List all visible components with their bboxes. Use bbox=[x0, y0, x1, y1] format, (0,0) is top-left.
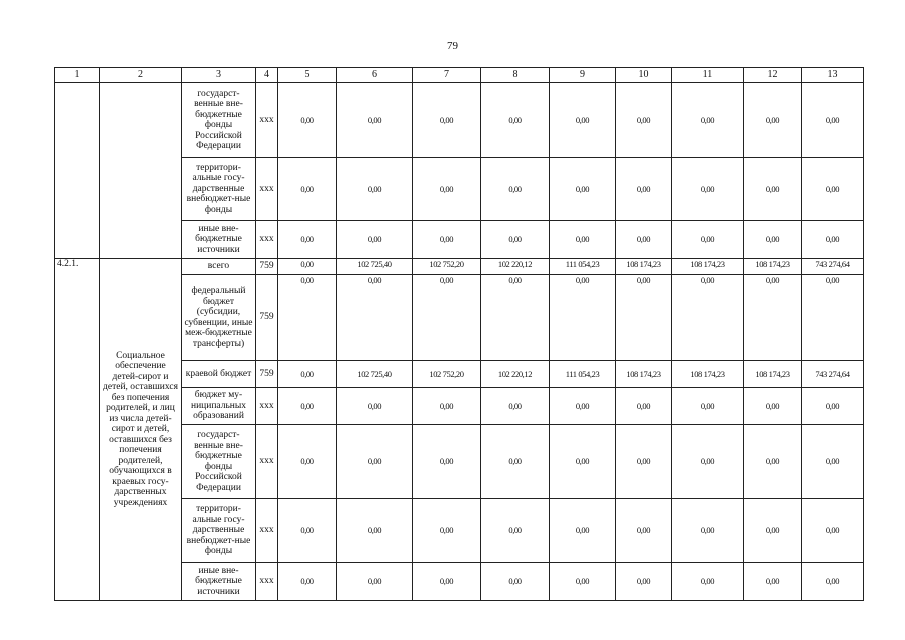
value-cell: 108 174,23 bbox=[744, 361, 802, 388]
value-cell: 0,00 bbox=[616, 158, 672, 221]
value-cell: 0,00 bbox=[550, 499, 616, 563]
header-cell: 12 bbox=[744, 68, 802, 83]
value-cell: 0,00 bbox=[550, 388, 616, 425]
value-cell: 0,00 bbox=[481, 563, 550, 601]
value-cell: 0,00 bbox=[744, 425, 802, 499]
value-cell: 108 174,23 bbox=[616, 361, 672, 388]
header-cell: 6 bbox=[337, 68, 413, 83]
value-cell: 0,00 bbox=[550, 425, 616, 499]
value-cell: 0,00 bbox=[802, 221, 864, 259]
value-cell: 0,00 bbox=[413, 221, 481, 259]
empty-cell bbox=[55, 83, 100, 259]
value-cell: 102 725,40 bbox=[337, 361, 413, 388]
value-cell: 0,00 bbox=[413, 388, 481, 425]
value-cell: 102 220,12 bbox=[481, 259, 550, 275]
header-cell: 7 bbox=[413, 68, 481, 83]
table-row bbox=[55, 259, 864, 275]
value-cell: 0,00 bbox=[744, 83, 802, 158]
code-cell: xxx bbox=[256, 563, 278, 601]
code-cell: xxx bbox=[256, 425, 278, 499]
value-cell: 0,00 bbox=[278, 499, 337, 563]
value-cell: 0,00 bbox=[744, 221, 802, 259]
value-cell: 0,00 bbox=[413, 499, 481, 563]
value-cell: 0,00 bbox=[278, 425, 337, 499]
header-cell: 8 bbox=[481, 68, 550, 83]
value-cell: 0,00 bbox=[413, 83, 481, 158]
value-cell: 0,00 bbox=[337, 83, 413, 158]
value-cell: 108 174,23 bbox=[616, 259, 672, 275]
value-cell: 0,00 bbox=[744, 158, 802, 221]
value-cell: 0,00 bbox=[337, 221, 413, 259]
header-cell: 11 bbox=[672, 68, 744, 83]
value-cell: 0,00 bbox=[802, 275, 864, 361]
funding-source: краевой бюджет bbox=[182, 361, 256, 388]
page-number: 79 bbox=[447, 40, 458, 52]
header-cell: 1 bbox=[55, 68, 100, 83]
value-cell: 0,00 bbox=[616, 275, 672, 361]
value-cell: 0,00 bbox=[672, 425, 744, 499]
value-cell: 0,00 bbox=[413, 275, 481, 361]
value-cell: 0,00 bbox=[278, 158, 337, 221]
header-cell: 9 bbox=[550, 68, 616, 83]
value-cell: 111 054,23 bbox=[550, 361, 616, 388]
code-cell: 759 bbox=[256, 361, 278, 388]
header-cell: 10 bbox=[616, 68, 672, 83]
code-cell: xxx bbox=[256, 221, 278, 259]
header-cell: 3 bbox=[182, 68, 256, 83]
value-cell: 0,00 bbox=[672, 499, 744, 563]
value-cell: 0,00 bbox=[481, 425, 550, 499]
value-cell: 0,00 bbox=[278, 361, 337, 388]
value-cell: 743 274,64 bbox=[802, 361, 864, 388]
value-cell: 0,00 bbox=[616, 83, 672, 158]
value-cell: 0,00 bbox=[616, 388, 672, 425]
value-cell: 0,00 bbox=[337, 275, 413, 361]
value-cell: 0,00 bbox=[550, 221, 616, 259]
value-cell: 0,00 bbox=[550, 158, 616, 221]
value-cell: 0,00 bbox=[616, 425, 672, 499]
value-cell: 108 174,23 bbox=[744, 259, 802, 275]
code-cell: xxx bbox=[256, 158, 278, 221]
header-cell: 2 bbox=[100, 68, 182, 83]
value-cell: 0,00 bbox=[481, 388, 550, 425]
value-cell: 0,00 bbox=[278, 275, 337, 361]
value-cell: 0,00 bbox=[337, 388, 413, 425]
value-cell: 0,00 bbox=[616, 221, 672, 259]
funding-source: федеральный бюджет (субсидии, субвенции, иные меж-бюджетные трансферты) bbox=[182, 275, 256, 361]
value-cell: 0,00 bbox=[672, 388, 744, 425]
value-cell: 0,00 bbox=[337, 499, 413, 563]
value-cell: 0,00 bbox=[337, 158, 413, 221]
funding-source: территори-альные госу-дарственные внебюджет-ные фонды bbox=[182, 499, 256, 563]
value-cell: 0,00 bbox=[672, 221, 744, 259]
value-cell: 0,00 bbox=[481, 499, 550, 563]
header-cell: 4 bbox=[256, 68, 278, 83]
funding-source: бюджет му-ниципальных образований bbox=[182, 388, 256, 425]
value-cell: 0,00 bbox=[278, 563, 337, 601]
value-cell: 0,00 bbox=[672, 275, 744, 361]
header-row bbox=[55, 68, 864, 83]
value-cell: 0,00 bbox=[672, 158, 744, 221]
funding-source: всего bbox=[182, 259, 256, 275]
value-cell: 0,00 bbox=[802, 425, 864, 499]
value-cell: 0,00 bbox=[337, 563, 413, 601]
value-cell: 102 752,20 bbox=[413, 361, 481, 388]
value-cell: 0,00 bbox=[481, 275, 550, 361]
empty-cell bbox=[100, 83, 182, 259]
item-number: 4.2.1. bbox=[55, 259, 100, 601]
value-cell: 0,00 bbox=[802, 563, 864, 601]
funding-source: иные вне-бюджетные источники bbox=[182, 563, 256, 601]
code-cell: xxx bbox=[256, 388, 278, 425]
budget-table bbox=[54, 67, 864, 601]
value-cell: 0,00 bbox=[278, 259, 337, 275]
value-cell: 111 054,23 bbox=[550, 259, 616, 275]
value-cell: 0,00 bbox=[550, 275, 616, 361]
value-cell: 0,00 bbox=[802, 499, 864, 563]
value-cell: 0,00 bbox=[550, 83, 616, 158]
value-cell: 0,00 bbox=[278, 221, 337, 259]
header-cell: 13 bbox=[802, 68, 864, 83]
value-cell: 0,00 bbox=[481, 83, 550, 158]
code-cell: xxx bbox=[256, 499, 278, 563]
value-cell: 743 274,64 bbox=[802, 259, 864, 275]
code-cell: 759 bbox=[256, 275, 278, 361]
funding-source: иные вне-бюджетные источники bbox=[182, 221, 256, 259]
value-cell: 0,00 bbox=[278, 83, 337, 158]
value-cell: 0,00 bbox=[413, 425, 481, 499]
value-cell: 0,00 bbox=[802, 83, 864, 158]
header-cell: 5 bbox=[278, 68, 337, 83]
value-cell: 0,00 bbox=[744, 388, 802, 425]
value-cell: 0,00 bbox=[616, 563, 672, 601]
value-cell: 108 174,23 bbox=[672, 259, 744, 275]
value-cell: 0,00 bbox=[481, 158, 550, 221]
value-cell: 0,00 bbox=[802, 158, 864, 221]
value-cell: 0,00 bbox=[744, 563, 802, 601]
item-name: Социальное обеспечение детей-сирот и детей, оставшихся без попечения родителей, и лиц из числа детей-сирот и детей, оставшихся без попечения родителей, обучающихся в краевых госу-дарственных учреждениях bbox=[100, 259, 182, 601]
value-cell: 0,00 bbox=[278, 388, 337, 425]
value-cell: 102 725,40 bbox=[337, 259, 413, 275]
value-cell: 0,00 bbox=[802, 388, 864, 425]
table-row bbox=[55, 83, 864, 158]
code-cell: xxx bbox=[256, 83, 278, 158]
value-cell: 0,00 bbox=[413, 158, 481, 221]
value-cell: 0,00 bbox=[481, 221, 550, 259]
value-cell: 0,00 bbox=[744, 499, 802, 563]
value-cell: 0,00 bbox=[672, 563, 744, 601]
funding-source: территори-альные госу-дарственные внебюджет-ные фонды bbox=[182, 158, 256, 221]
value-cell: 102 752,20 bbox=[413, 259, 481, 275]
funding-source: государст-венные вне-бюджетные фонды Российской Федерации bbox=[182, 83, 256, 158]
value-cell: 0,00 bbox=[672, 83, 744, 158]
value-cell: 0,00 bbox=[337, 425, 413, 499]
value-cell: 102 220,12 bbox=[481, 361, 550, 388]
funding-source: государст-венные вне-бюджетные фонды Российской Федерации bbox=[182, 425, 256, 499]
code-cell: 759 bbox=[256, 259, 278, 275]
value-cell: 0,00 bbox=[616, 499, 672, 563]
value-cell: 0,00 bbox=[550, 563, 616, 601]
value-cell: 108 174,23 bbox=[672, 361, 744, 388]
value-cell: 0,00 bbox=[744, 275, 802, 361]
value-cell: 0,00 bbox=[413, 563, 481, 601]
